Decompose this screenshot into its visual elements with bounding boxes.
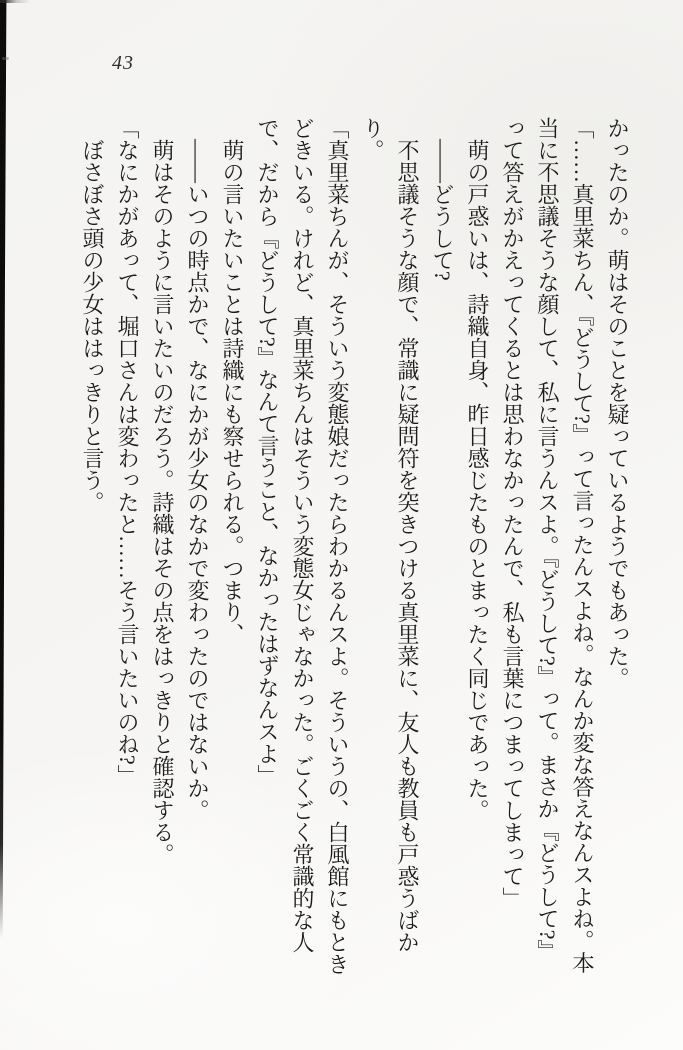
paragraph: 「真里菜ちんが、そういう変態娘だったらわかるんスよ。そういうの、白風館にもときどきいる。けれど、真里菜ちんはそういう変態女じゃなかった。ごくごく常識的な人で、だから『どうして?』なんて言うこと、なかったはずなんスよ」 (255, 117, 350, 975)
paragraph: 萌はそのように言いたいのだろう。詩織はその点をはっきりと確認する。 (150, 139, 175, 865)
paragraph: ――どうして? (430, 139, 455, 281)
paragraph: 萌の戸惑いは、詩織自身、昨日感じたものとまったく同じであった。 (465, 139, 490, 821)
scan-edge-top-artifact (0, 0, 30, 3)
paragraph: ――いつの時点かで、なにかが少女のなかで変わったのではないか。 (185, 139, 210, 821)
scan-speck-artifact (2, 57, 9, 60)
scan-edge-artifact (0, 0, 8, 938)
vertical-text-block (61, 117, 635, 977)
paragraph: ぼさぼさ頭の少女ははっきりと言う。 (80, 139, 105, 513)
paragraph: 不思議そうな顔で、常識に疑問符を突きつける真里菜に、友人も教員も戸惑うばかり。 (360, 117, 420, 953)
page-number: 43 (112, 52, 134, 74)
paragraph: かったのか。萌はそのことを疑っているようでもあった。 (605, 117, 630, 689)
paragraph: 「なにかがあって、堀口さんは変わったと……そう言いたいのね?」 (115, 117, 140, 787)
paragraph: 「……真里菜ちん、『どうして?』って言ったんスよね。なんか変な答えなんスよね。本当に不思議そうな顔して、私に言うんスよ。『どうして?』って。まさか『どうして?』って答えがかえってくるとは思わなかったんで、私も言葉につまってしまって」 (500, 117, 595, 974)
paragraph: 萌の言いたいことは詩織にも察せられる。つまり、 (220, 139, 245, 645)
